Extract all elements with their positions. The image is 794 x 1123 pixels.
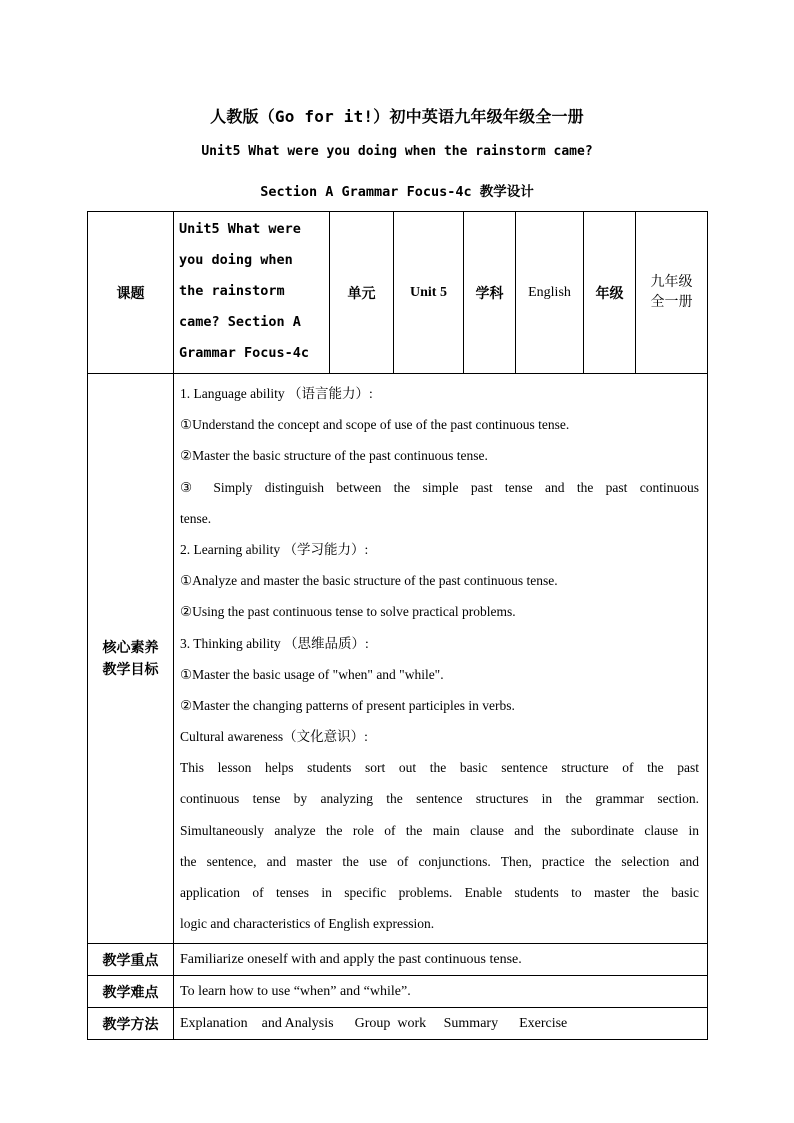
goals-line: the sentence, and master the use of conjunctions. Then, practice the selection and — [180, 853, 699, 869]
difficulty-row — [88, 976, 708, 1008]
goals-line: This lesson helps students sort out the basic sentence structure of the past — [180, 760, 699, 776]
goals-line: ①Understand the concept and scope of use of the past continuous tense. — [180, 417, 570, 433]
goals-line: 2. Learning ability （学习能力）: — [180, 541, 369, 557]
method-text: Explanation and Analysis Group work Summary Exercise — [174, 1008, 708, 1040]
document-section-title: Section A Grammar Focus-4c 教学设计 — [260, 184, 534, 200]
goals-line: 3. Thinking ability （思维品质）: — [180, 635, 369, 651]
key-point-label: 教学重点 — [88, 944, 174, 976]
key-point-row — [88, 944, 708, 976]
document-title: 人教版（Go for it!）初中英语九年级年级全一册 — [210, 107, 584, 126]
goals-line: Cultural awareness（文化意识）: — [180, 729, 368, 745]
difficulty-text: To learn how to use “when” and “while”. — [174, 976, 708, 1008]
key-point-text: Familiarize oneself with and apply the past continuous tense. — [174, 944, 708, 976]
difficulty-label: 教学难点 — [88, 976, 174, 1008]
goals-line: application of tenses in specific problems. Enable students to master the basic — [180, 885, 699, 900]
unit-label: 单元 — [330, 212, 394, 374]
goals-line: ②Master the changing patterns of present participles in verbs. — [180, 697, 515, 713]
goals-line: logic and characteristics of English expression. — [180, 916, 435, 932]
goals-line: ①Analyze and master the basic structure of the past continuous tense. — [180, 573, 558, 589]
lesson-plan-table — [87, 211, 708, 1040]
goals-line: continuous tense by analyzing the sentence structures in the grammar section. — [180, 791, 699, 807]
grade-label: 年级 — [584, 212, 636, 374]
grade-value-line2: 全一册 — [650, 294, 693, 310]
topic-value: Unit5 What were you doing when the rainstorm came? Section A Grammar Focus-4c — [174, 212, 330, 374]
goals-line: ②Master the basic structure of the past continuous tense. — [180, 448, 488, 464]
method-label: 教学方法 — [88, 1008, 174, 1040]
goals-line: ①Master the basic usage of "when" and "while". — [180, 666, 444, 682]
info-row — [88, 212, 708, 374]
unit-value: Unit 5 — [394, 212, 464, 374]
goals-line: ③ Simply distinguish between the simple past tense and the past continuous — [180, 479, 699, 495]
topic-label: 课题 — [88, 212, 174, 374]
document-subtitle: Unit5 What were you doing when the rainstorm came? — [201, 144, 593, 159]
method-row — [88, 1008, 708, 1040]
grade-value-line1: 九年级 — [650, 274, 693, 290]
goals-row — [88, 374, 708, 944]
goals-line: 1. Language ability （语言能力）: — [180, 386, 373, 401]
subject-value: English — [516, 212, 584, 374]
goals-label — [88, 374, 174, 944]
goals-line: ②Using the past continuous tense to solve practical problems. — [180, 604, 516, 620]
goals-content — [174, 374, 708, 944]
grade-value — [636, 212, 708, 374]
subject-label: 学科 — [464, 212, 516, 374]
goals-line: Simultaneously analyze the role of the main clause and the subordinate clause in — [180, 822, 699, 838]
goals-line: tense. — [180, 510, 212, 526]
goals-label-line2: 教学目标 — [102, 661, 159, 678]
goals-label-line1: 核心素养 — [102, 639, 159, 656]
